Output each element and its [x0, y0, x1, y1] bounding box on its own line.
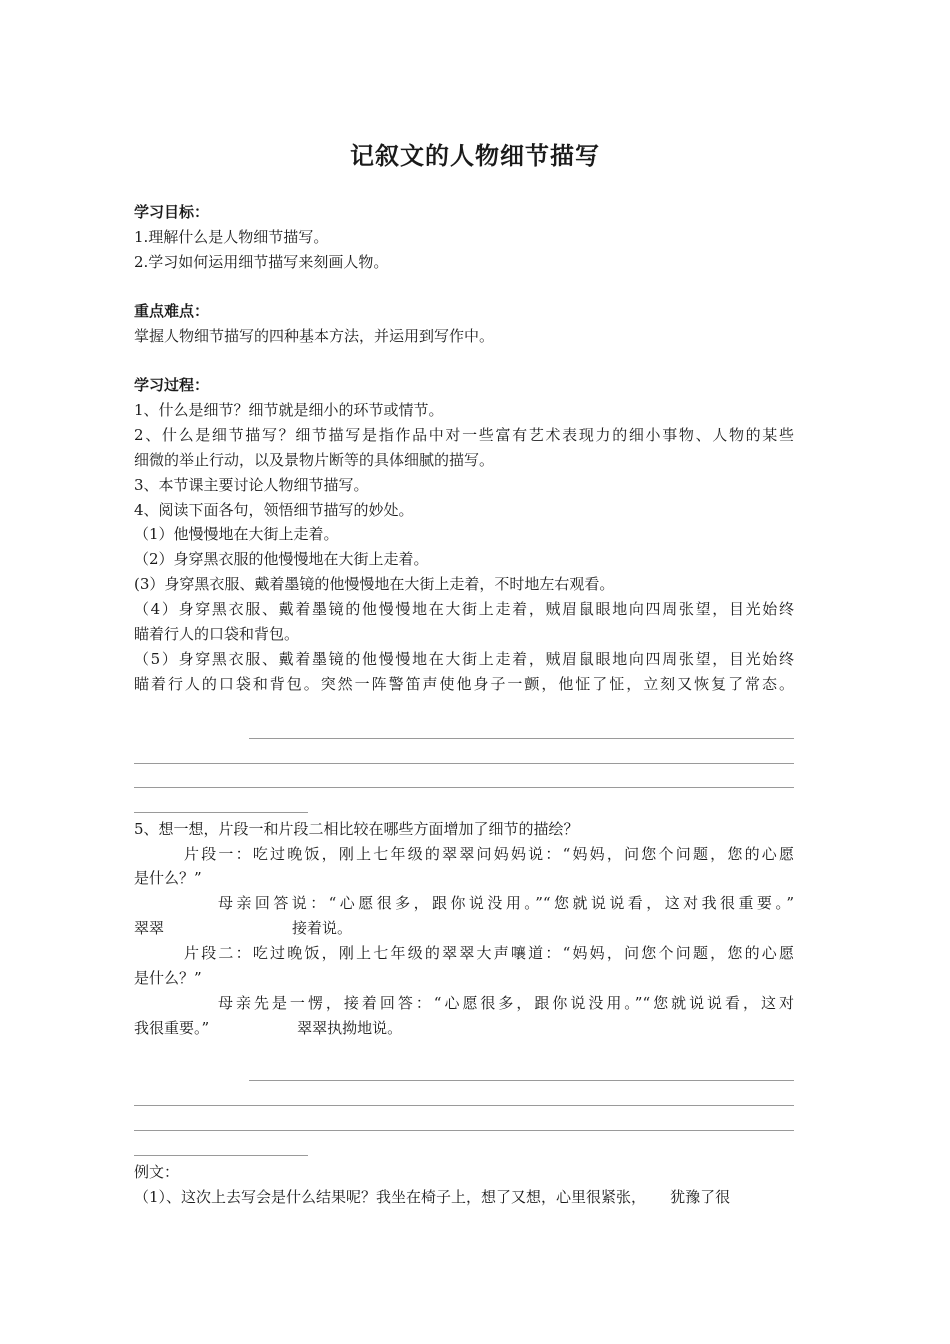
answer-line: [134, 812, 308, 813]
segment-2-quote: 我很重要。”: [134, 1019, 210, 1037]
segment-2-tail: 翠翠执拗地说。: [297, 1019, 403, 1037]
process-line: 2、什么是细节描写？细节描写是指作品中对一些富有艺术表现力的细小事物、人物的某些: [134, 426, 794, 444]
answer-line: [134, 787, 794, 788]
sentence-1: （1）他慢慢地在大街上走着。: [134, 525, 339, 543]
goal-item-1: 1.理解什么是人物细节描写。: [134, 228, 329, 246]
answer-line: [134, 1155, 308, 1156]
sentence-4-cont: 瞄着行人的口袋和背包。: [134, 625, 300, 643]
example-line-text: （1）、这次上去写会是什么结果呢？我坐在椅子上，想了又想，心里很紧张，: [134, 1188, 647, 1206]
example-heading: 例文：: [134, 1163, 180, 1181]
segment-1-name: 翠翠: [134, 919, 165, 937]
segment-1-line: 是什么？”: [134, 869, 202, 887]
segment-1-tail: 接着说。: [292, 919, 353, 937]
answer-line: [134, 763, 794, 764]
question-5-prompt: 5、想一想，片段一和片段二相比较在哪些方面增加了细节的描绘？: [134, 820, 579, 838]
sentence-3: (3）身穿黑衣服、戴着墨镜的他慢慢地在大街上走着，不时地左右观看。: [134, 575, 615, 593]
answer-line: [134, 1105, 794, 1106]
process-heading: 学习过程：: [134, 376, 210, 394]
sentence-5-cont: 瞄着行人的口袋和背包。突然一阵警笛声使他身子一颤，他怔了怔，立刻又恢复了常态。: [134, 675, 794, 693]
example-line: [134, 1185, 794, 1210]
key-points-heading: 重点难点：: [134, 302, 210, 320]
segment-1-line: 母亲回答说：“心愿很多，跟你说没用。”“您就说说看，这对我很重要。”: [218, 894, 794, 912]
segment-2-line: 是什么？”: [134, 969, 202, 987]
process-line: 细微的举止行动，以及景物片断等的具体细腻的描写。: [134, 451, 495, 469]
sentence-4: （4）身穿黑衣服、戴着墨镜的他慢慢地在大街上走着，贼眉鼠眼地向四周张望，目光始终: [134, 600, 794, 618]
sentence-5: （5）身穿黑衣服、戴着墨镜的他慢慢地在大街上走着，贼眉鼠眼地向四周张望，目光始终: [134, 650, 794, 668]
process-line: 3、本节课主要讨论人物细节描写。: [134, 476, 369, 494]
answer-line: [134, 1130, 794, 1131]
process-line: 1、什么是细节？细节就是细小的环节或情节。: [134, 401, 444, 419]
answer-line: [249, 738, 794, 739]
goal-item-2: 2.学习如何运用细节描写来刻画人物。: [134, 253, 389, 271]
segment-2-line: [134, 1016, 794, 1041]
goals-heading: 学习目标：: [134, 203, 210, 221]
answer-line: [249, 1080, 794, 1081]
segment-2-line: 母亲先是一愣，接着回答：“心愿很多，跟你说没用。”“您就说说看，这对: [218, 994, 794, 1012]
segment-1-line: 片段一：吃过晚饭，刚上七年级的翠翠问妈妈说：“妈妈，问您个问题，您的心愿: [184, 845, 794, 863]
example-line-tail: 犹豫了很: [670, 1188, 731, 1206]
process-line: 4、阅读下面各句，领悟细节描写的妙处。: [134, 501, 414, 519]
page-title: 记叙文的人物细节描写: [350, 142, 600, 170]
segment-2-line: 片段二：吃过晚饭，刚上七年级的翠翠大声嚷道：“妈妈，问您个问题，您的心愿: [184, 944, 794, 962]
key-points-text: 掌握人物细节描写的四种基本方法，并运用到写作中。: [134, 327, 495, 345]
sentence-2: （2）身穿黑衣服的他慢慢地在大街上走着。: [134, 550, 429, 568]
segment-1-line: [134, 916, 794, 941]
